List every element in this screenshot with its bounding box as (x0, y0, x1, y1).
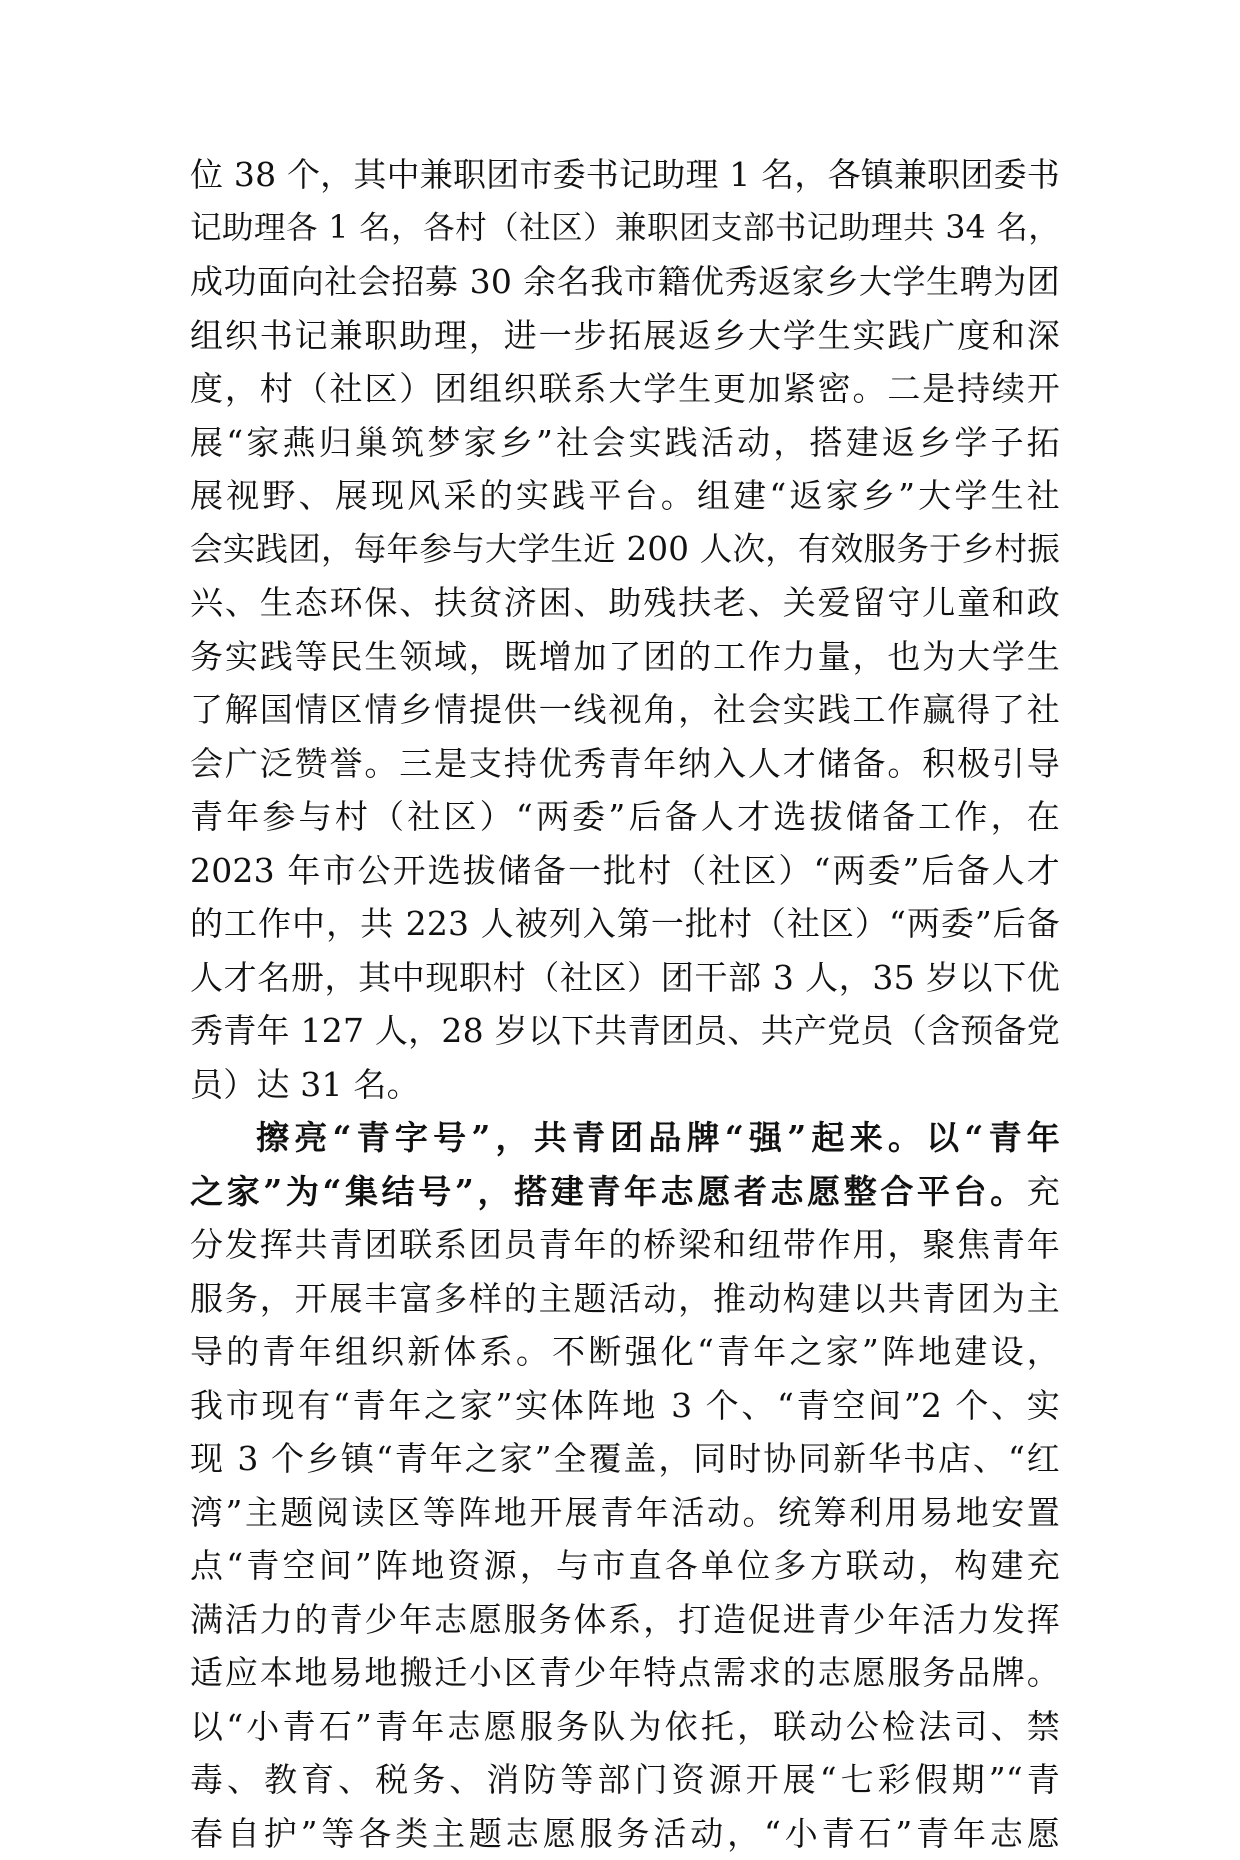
text-line (190, 1539, 1060, 1593)
text-line (190, 523, 1060, 577)
text-line (190, 1753, 1060, 1807)
text-segment: 满活力的青少年志愿服务体系，打造促进青少年活力发挥 (190, 1600, 1060, 1639)
text-line (190, 844, 1060, 898)
text-segment: 适应本地易地搬迁小区青少年特点需求的志愿服务品牌。 (190, 1653, 1060, 1692)
text-line (190, 469, 1060, 523)
text-line (190, 1218, 1060, 1272)
text-segment: 了解国情区情乡情提供一线视角，社会实践工作赢得了社 (190, 690, 1060, 729)
text-segment: 务实践等民生领域，既增加了团的工作力量，也为大学生 (190, 637, 1060, 676)
text-line (190, 1700, 1060, 1754)
text-line (190, 1272, 1060, 1326)
text-segment: 毒、教育、税务、消防等部门资源开展“七彩假期”“青 (190, 1760, 1060, 1799)
text-line (190, 1165, 1060, 1219)
text-segment: 度，村（社区）团组织联系大学生更加紧密。二是持续开 (190, 369, 1060, 408)
text-segment: 充 (1027, 1172, 1060, 1211)
text-line (190, 1646, 1060, 1700)
text-segment: 我市现有“青年之家”实体阵地 3 个、“青空间”2 个、实 (190, 1386, 1060, 1425)
text-segment: 春自护”等各类主题志愿服务活动，“小青石”青年志愿 (190, 1814, 1060, 1853)
text-line (190, 737, 1060, 791)
text-segment: 湾”主题阅读区等阵地开展青年活动。统筹利用易地安置 (190, 1493, 1060, 1532)
text-line (190, 1432, 1060, 1486)
text-line (190, 1325, 1060, 1379)
text-line (190, 576, 1060, 630)
text-line (190, 362, 1060, 416)
text-segment: 兴、生态环保、扶贫济困、助残扶老、关爱留守儿童和政 (190, 583, 1060, 622)
text-line (190, 1486, 1060, 1540)
text-line (190, 1111, 1060, 1165)
text-segment: 会实践团，每年参与大学生近 200 人次，有效服务于乡村振 (190, 530, 1060, 568)
text-segment: 展“家燕归巢筑梦家乡”社会实践活动，搭建返乡学子拓 (190, 423, 1060, 462)
text-segment: 员）达 31 名。 (190, 1065, 420, 1104)
body-text (190, 148, 1060, 1860)
text-segment: 的工作中，共 223 人被列入第一批村（社区）“两委”后备 (190, 904, 1060, 943)
text-line (190, 1807, 1060, 1860)
text-segment: 导的青年组织新体系。不断强化“青年之家”阵地建设， (190, 1332, 1060, 1371)
text-line (190, 683, 1060, 737)
bold-text-segment: 擦亮“青字号”，共青团品牌“强”起来。以“青年 (256, 1118, 1060, 1157)
text-line (190, 416, 1060, 470)
text-line (190, 1593, 1060, 1647)
text-segment: 现 3 个乡镇“青年之家”全覆盖，同时协同新华书店、“红 (190, 1439, 1060, 1478)
text-line (190, 255, 1060, 309)
text-segment: 位 38 个，其中兼职团市委书记助理 1 名，各镇兼职团委书 (190, 155, 1060, 194)
text-line (190, 951, 1060, 1005)
text-segment: 服务，开展丰富多样的主题活动，推动构建以共青团为主 (190, 1279, 1060, 1318)
text-segment: 记助理各 1 名，各村（社区）兼职团支部书记助理共 34 名， (190, 210, 1060, 246)
text-line (190, 1004, 1060, 1058)
text-line (190, 309, 1060, 363)
text-line (190, 790, 1060, 844)
text-segment: 2023 年市公开选拔储备一批村（社区）“两委”后备人才 (190, 851, 1060, 890)
text-line (190, 897, 1060, 951)
text-line (190, 1058, 1060, 1112)
text-line (190, 630, 1060, 684)
text-segment: 青年参与村（社区）“两委”后备人才选拔储备工作，在 (190, 797, 1060, 836)
text-segment: 成功面向社会招募 30 余名我市籍优秀返家乡大学生聘为团 (190, 262, 1060, 301)
text-segment: 分发挥共青团联系团员青年的桥梁和纽带作用，聚焦青年 (190, 1225, 1060, 1264)
text-line (190, 202, 1060, 256)
text-segment: 展视野、展现风采的实践平台。组建“返家乡”大学生社 (190, 476, 1060, 515)
text-segment: 会广泛赞誉。三是支持优秀青年纳入人才储备。积极引导 (190, 744, 1060, 783)
text-segment: 秀青年 127 人，28 岁以下共青团员、共产党员（含预备党 (190, 1011, 1060, 1050)
text-line (190, 1379, 1060, 1433)
text-segment: 点“青空间”阵地资源，与市直各单位多方联动，构建充 (190, 1546, 1060, 1585)
bold-text-segment: 之家”为“集结号”，搭建青年志愿者志愿整合平台。 (190, 1172, 1027, 1211)
text-segment: 人才名册，其中现职村（社区）团干部 3 人，35 岁以下优 (190, 958, 1060, 997)
text-line (190, 148, 1060, 202)
text-segment: 以“小青石”青年志愿服务队为依托，联动公检法司、禁 (190, 1707, 1060, 1746)
text-segment: 组织书记兼职助理，进一步拓展返乡大学生实践广度和深 (190, 316, 1060, 355)
